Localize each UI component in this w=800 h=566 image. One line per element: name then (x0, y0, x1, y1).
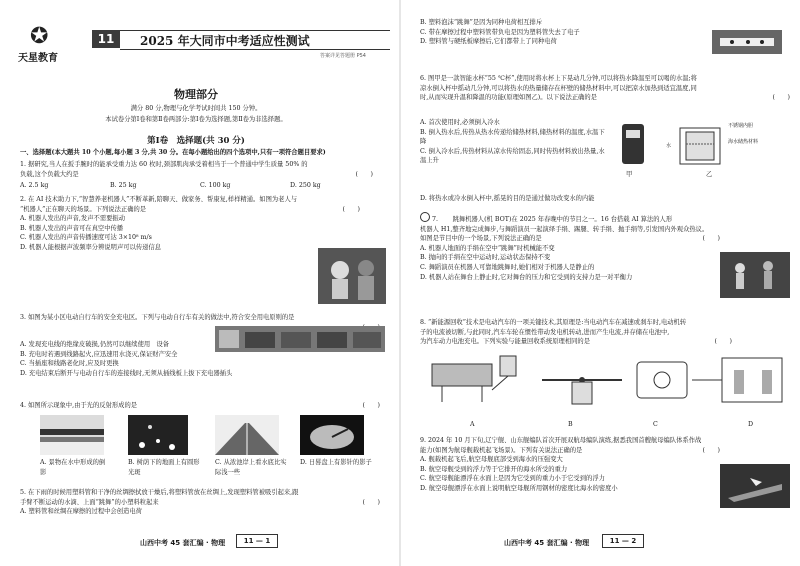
q4-stem: 4. 如图所示现象中,由于光的反射形成的是 (20, 402, 138, 409)
page-fold (399, 0, 401, 566)
question-1 (20, 160, 385, 179)
question-6 (420, 74, 790, 103)
q6-answer-paren: ( ) (772, 94, 790, 102)
q8-stem-line3: 为汽车动力电池充电。下列实验与能量回收系统原理相同的是 (420, 338, 591, 346)
q8-label-b: B (568, 421, 573, 428)
q7-answer-paren: ( ) (702, 235, 720, 243)
figure-label-a: 甲 (626, 171, 633, 178)
q4-image-d (300, 415, 364, 455)
q3-option-a: A. 发现充电线的绝缘皮破损,仍然可以继续使用 设备 (20, 341, 170, 348)
q1-option-a: A. 2.5 kg (20, 182, 49, 189)
footer-left-text: 山西中考 45 套汇编 · 物理 (140, 539, 226, 547)
brand-name: 天星教育 (18, 53, 58, 64)
paper-title: 2025 年大同市中考适应性测试 (140, 34, 310, 48)
q6-options (420, 118, 610, 166)
q4-option-d: D. 日晷盘上有影针的影子 (300, 459, 372, 466)
q6-option-b: B. 倒入热水后,传热从热水传递给储热材料,储热材料的温度,水温下降 (420, 128, 605, 146)
label-water: 水 (666, 143, 672, 149)
label-storage-material: 海水储热材料 (728, 139, 759, 145)
q9-option-c: C. 航空母舰能漂浮在水面上是因为它受到的重力小于它受到的浮力 (420, 475, 605, 483)
q5-option-b: B. 塑料泡沫“跳舞”是因为同种电荷相互排斥 (420, 19, 543, 26)
label-inner-liner: 不锈钢内胆 (728, 123, 754, 129)
q1-answer-paren: ( ) (355, 170, 373, 178)
question-2 (20, 195, 385, 253)
q8-label-a: A (470, 421, 475, 428)
left-page (0, 0, 392, 566)
dancing-robot-photo (720, 252, 790, 298)
subject-heading: 物理部分 (174, 88, 218, 101)
q7-option-a: A. 机器人地面的手绢在空中“跳舞”时机械能不变 (420, 244, 555, 252)
robot-logo-icon (420, 212, 430, 222)
q8-label-c: C (653, 421, 658, 428)
q7-option-d: D. 机器人站在舞台上静止时,它对舞台的压力和它受到的支持力是一对平衡力 (420, 273, 633, 281)
q1-stem-line2: 负载,这个负载大约是 (20, 170, 79, 178)
q9-stem-line1: 9. 2024 年 10 月下旬,辽宁舰、山东舰编队首次开展双航母编队演练,据悉我国首艘航母编队体系作战 (420, 437, 702, 444)
q1-options (20, 181, 380, 191)
footer-left-page: 11 — 1 (236, 534, 278, 548)
q3-option-d: D. 充电结束后断开与电动自行车的连接线时,无须从插线板上拔下充电器插头 (20, 369, 233, 377)
q1-option-c: C. 100 kg (200, 182, 231, 189)
q4-answer-paren: ( ) (362, 402, 380, 409)
q2-option-b: B. 机器人发出的声音可在真空中传播 (20, 224, 124, 232)
figure-label-b: 乙 (706, 171, 713, 178)
carrier-aircraft-photo (720, 464, 790, 508)
q3-option-b: B. 充电时若遇到线路起火,应迅速用水浇灭,保证财产安全 (20, 350, 178, 358)
q7-option-c: C. 舞蹈演员在机器人可靠地跳舞时,她们相对于机器人是静止的 (420, 263, 595, 271)
q6-option-a: A. 首次使用时,必须倒入冷水 (420, 119, 500, 126)
q3-stem: 3. 如图为某小区电动自行车的安全充电区。下列与电动自行车有关的做法中,符合安全用电原则的是 (20, 314, 295, 321)
star-icon: ✪ (30, 24, 49, 49)
q8-stem-line1: 8. “新能源回收”技术是电动汽车的一项关键技术,其原理是:当电动汽车在减速或刹车时,电动机转 (420, 319, 687, 326)
q1-option-b: B. 25 kg (110, 182, 137, 189)
q6-option-c: C. 倒入冷水后,传热材料从凉水传给固态,同时传热材料放出热量,水温上升 (420, 147, 605, 165)
q9-answer-paren: ( ) (702, 446, 720, 454)
question-8 (420, 318, 792, 347)
q5-stem-line2: 手臂不断运动的水滴、上面“跳舞”的小塑料粒起来 (20, 498, 159, 506)
right-page (408, 0, 800, 566)
q7-option-b: B. 抛向的手绢在空中运动时,运动状态保持不变 (420, 254, 551, 262)
q4-option-a: A. 景物在水中形成的倒影 (40, 459, 106, 476)
brand-logo (18, 24, 88, 64)
q8-experiment-diagrams (422, 350, 792, 416)
q1-stem-line1: 1. 据研究,当人在扳手腕时的能承受重力达 60 枚时,颈部肌肉承受着相当于一个普通中学生质量 50% 的 (20, 161, 308, 168)
footer-right-text: 山西中考 45 套汇编 · 物理 (504, 539, 590, 547)
q2-option-a: A. 机器人发出的声音,发声不需要振动 (20, 215, 126, 223)
q6-option-d: D. 将热水或冷水倒入杯中,摇晃的目的是通过做功改变水的内能 (420, 195, 595, 202)
q1-option-d: D. 250 kg (290, 182, 321, 189)
footer-right-page: 11 — 2 (602, 534, 644, 548)
q5-foam-photo (712, 30, 782, 54)
q9-option-a: A. 舰载机起飞后,航空母舰底部受到海水的压强变大 (420, 456, 563, 464)
q6-stem-line1: 6. 图甲是一款智能水杯“55 ℃杯”,使用时将水杯上下晃动几分钟,可以将热水降温至可以喝的水温;将 (420, 75, 697, 82)
paper-structure-note: 本试卷分第Ⅰ卷和第Ⅱ卷两部分:第Ⅰ卷为选择题,第Ⅱ卷为非选择题。 (105, 116, 287, 123)
q7-stem-line1: 7. 跳舞机器人(机 BOT)在 2025 年春晚中的节目之一。16 台搭载 AI 算法的人形 (432, 216, 673, 223)
q5-stem-line1: 5. 在下雨的时候用塑料管和干净的丝绸擦拭放干燥后,将塑料管放在丝绸上,发现塑料管被吸引起来,跟 (20, 489, 299, 496)
q9-option-b: B. 航空母舰受到的浮力等于它排开的海水所受的重力 (420, 465, 568, 473)
q5-option-d: D. 塑料管与硬纸板摩擦后,它们都带上了同种电荷 (420, 38, 557, 46)
answer-reference: 答案详见答题册 P54 (320, 53, 366, 59)
q2-option-c: C. 机器人发出的声音传播速度可达 3×10⁸ m/s (20, 234, 152, 242)
q9-stem-line2: 能力(如图为航母舰载机起飞场景)。下列有关说法正确的是 (420, 446, 583, 454)
q2-stem-line1: 2. 在 AI 技术助力下,“智慧养老机器人”不断革新,陪聊天、做家务、帮康复,样样精通。如图为老人与 (20, 196, 298, 203)
section-heading: 一、选择题(本大题共 10 个小题,每小题 3 分,共 30 分。在每小题给出的四个选项中,只有一项符合题目要求) (20, 149, 326, 156)
q8-answer-paren: ( ) (714, 338, 732, 346)
q5-option-c: C. 带在摩擦过程中塑料管带负电是因为塑料管失去了电子 (420, 28, 580, 36)
q2-answer-paren: ( ) (342, 205, 360, 213)
q9-option-d: D. 航空母舰漂浮在水面上说明航空母舰所用钢材的密度比海水的密度小 (420, 484, 618, 492)
q8-label-d: D (748, 421, 754, 428)
part-heading: 第Ⅰ卷 选择题(共 30 分) (147, 136, 245, 146)
smart-cup-figure (618, 120, 648, 168)
q5-option-a: A. 塑料管和丝绸在摩擦的过程中会创造电荷 (20, 508, 142, 516)
q4-image-b (128, 415, 188, 455)
question-5 (20, 488, 385, 517)
q5-answer-paren: ( ) (362, 498, 380, 506)
q2-option-d: D. 机器人能根据声波频率分辨说明声可以传递信息 (20, 243, 162, 251)
q4-image-c (215, 415, 279, 455)
q3-options (20, 340, 385, 378)
q7-stem-line3: 如图是节目中的一个场景,下列说法正确的是 (420, 235, 542, 243)
q4-image-a (40, 415, 104, 455)
robot-chat-photo (318, 248, 386, 304)
score-note: 满分 80 分,物理与化学考试时间共 150 分钟。 (130, 105, 262, 112)
q6-stem-line3: 时,从而实现升温和降温的功能(原理如图乙)。以下说法正确的是 (420, 94, 597, 102)
q8-stem-line2: 子的电流被切断,与此同时,汽车车轮在惯性带动发电机转动,进而产生电流,并存储在电池中, (420, 328, 670, 336)
q2-stem-line2: “机器人”正在聊天的场景。下列说法正确的是 (20, 205, 147, 213)
q7-stem-line2: 机器人 H1,整齐地完成舞步,与舞蹈演员一起演绎手绢、踢腿、转手绢、抛手绢等,引发国内外观众热议。 (420, 225, 709, 233)
question-4 (20, 401, 385, 411)
q4-option-c: C. 从浓池岸上看水底比实际浅一些 (215, 459, 287, 476)
paper-number-badge: 11 (92, 30, 120, 48)
q6-stem-line2: 凉水倒入杯中摇动几分钟,可以将热水的热量储存在杯壁的储热材料中,可以把凉水加热到适宜温度,同 (420, 84, 697, 92)
q4-option-b: B. 树荫下的地面上有圆形光斑 (128, 459, 200, 476)
q3-option-c: C. 当插座和线路老化时,应及时更换 (20, 360, 119, 368)
